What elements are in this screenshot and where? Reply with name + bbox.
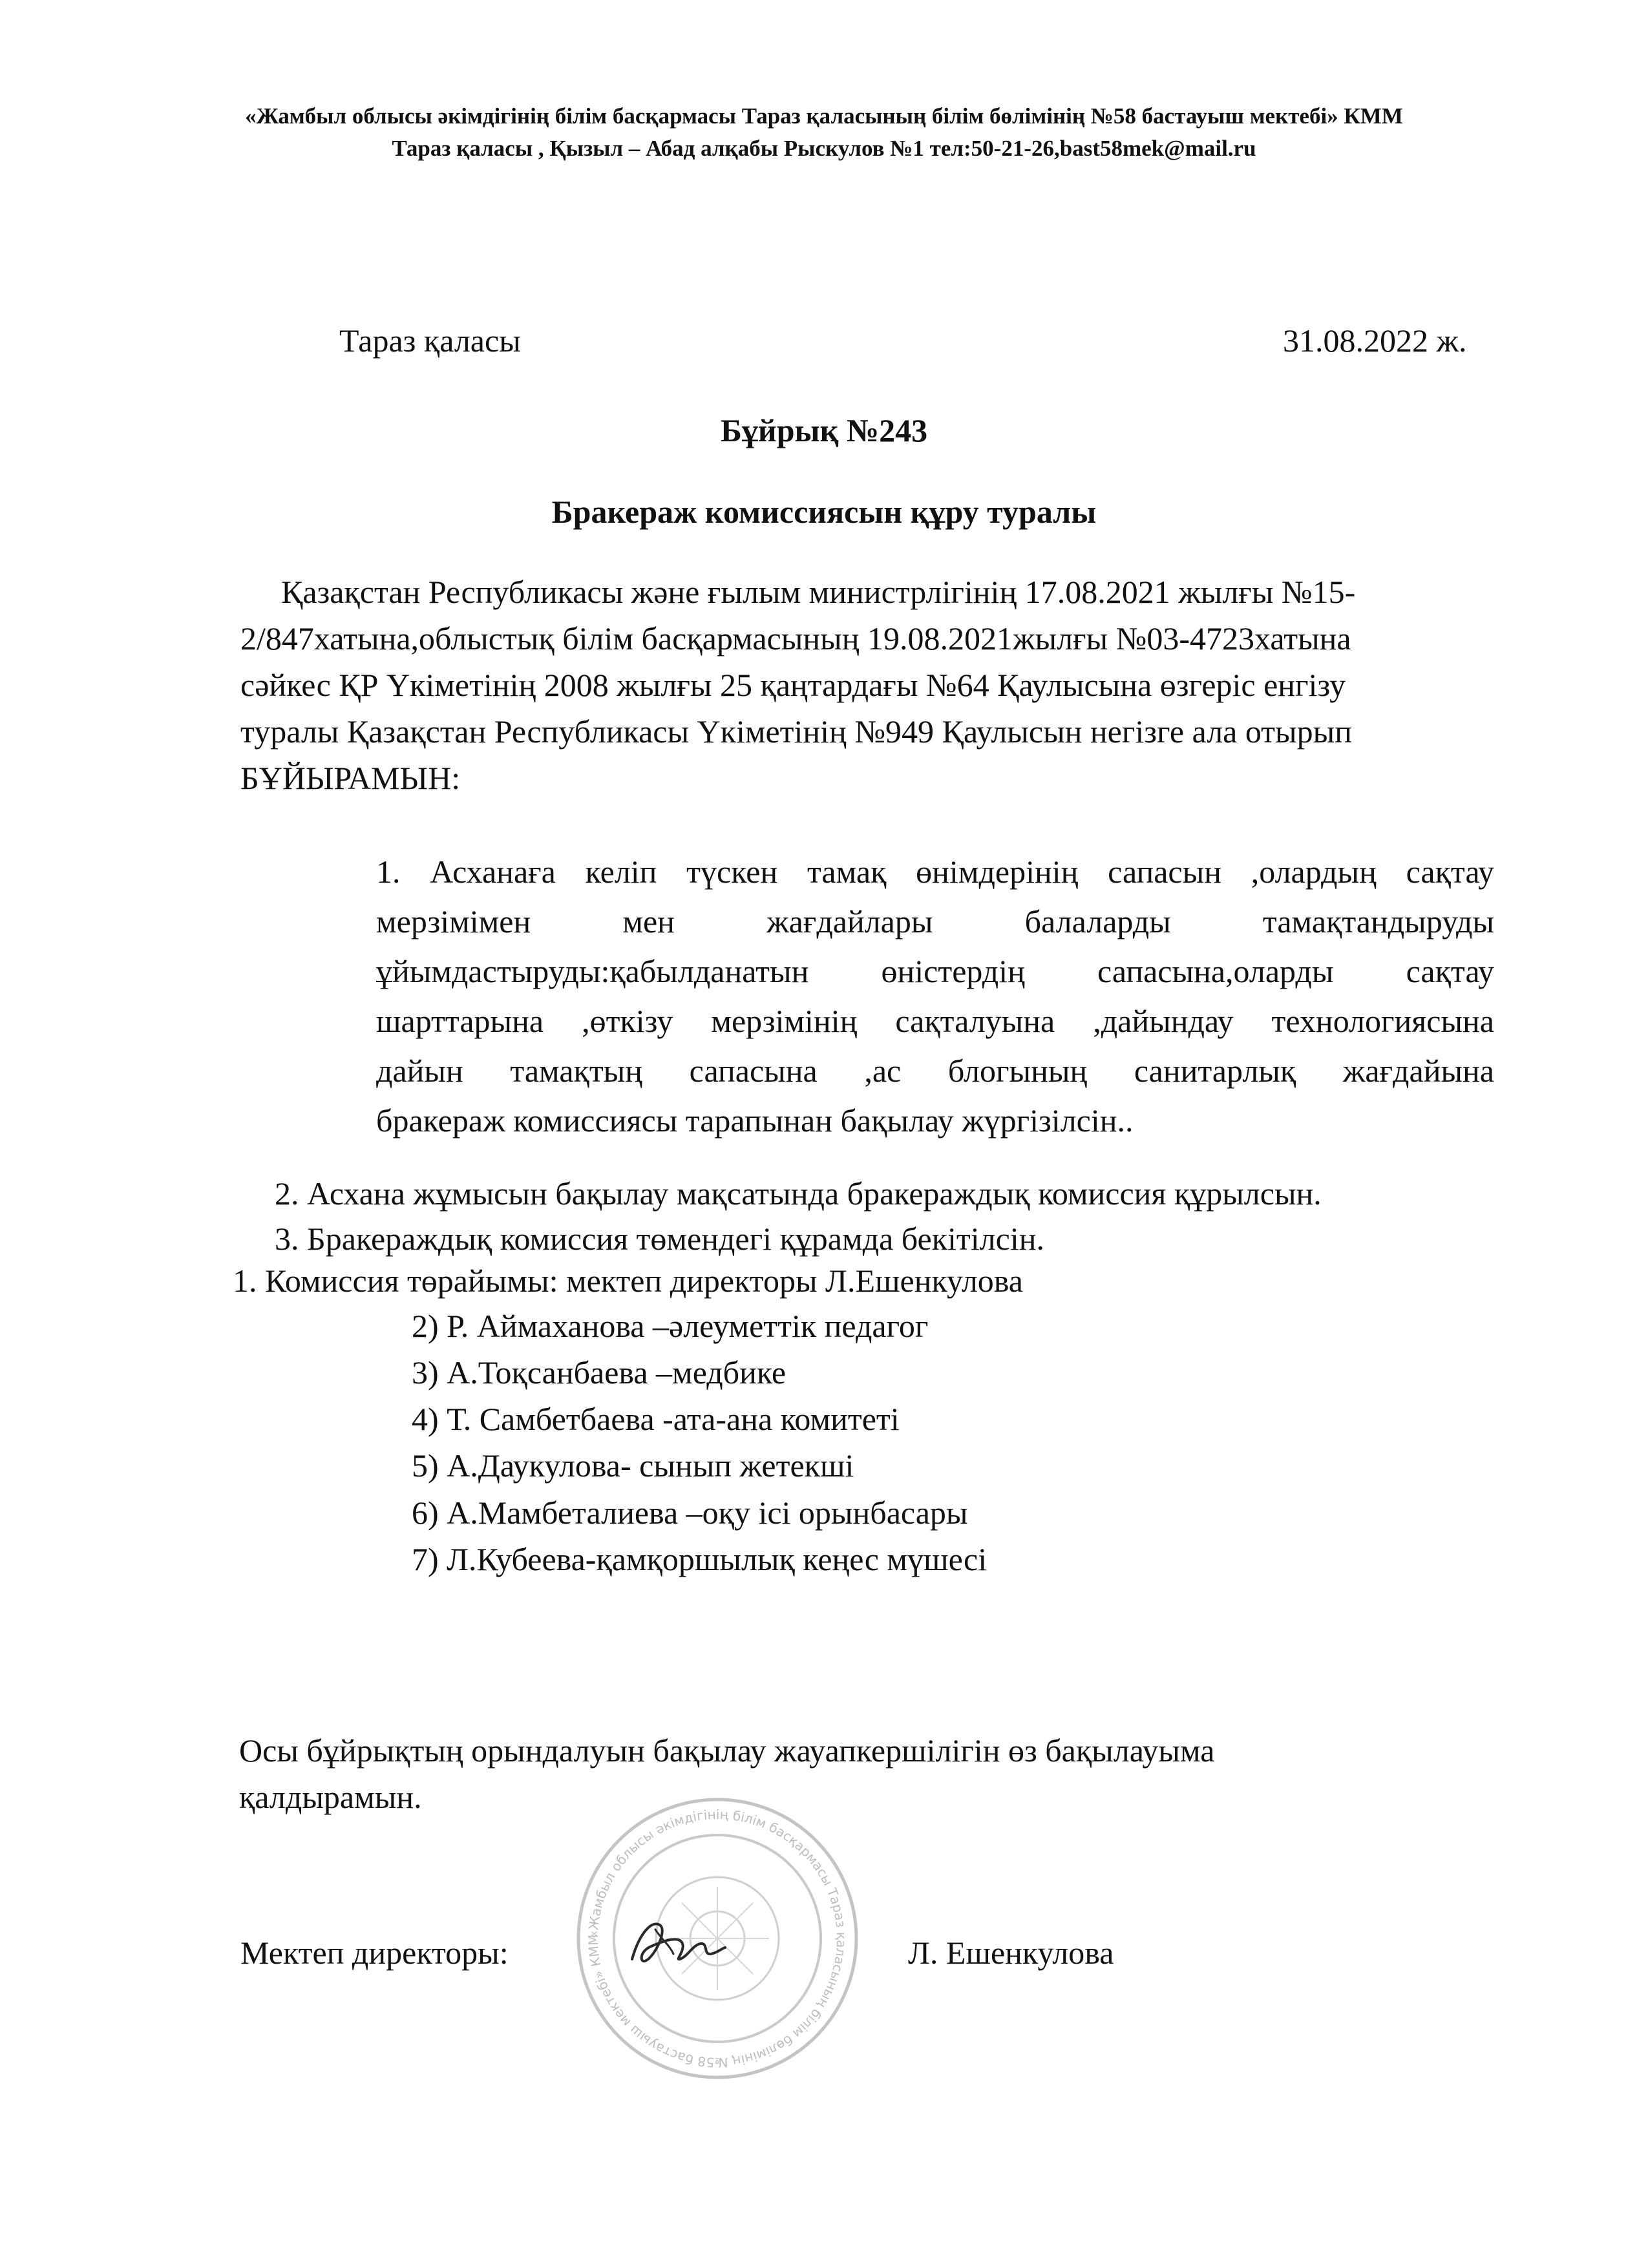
director-name: Л. Ешенкулова [908, 1935, 1114, 1971]
item1-line: мерзімімен мен жағдайлары балаларды тамақтандыруды [376, 903, 1494, 940]
intro-line: туралы Қазақстан Республикасы Үкіметінің №949 Қаулысын негізге ала отырып [240, 713, 1352, 750]
director-signature [620, 1906, 730, 1984]
commission-member: 2) Р. Аймаханова –әлеуметтік педагог [412, 1308, 929, 1344]
intro-line: Қазақстан Республикасы және ғылым министрлігінің 17.08.2021 жылғы №15- [281, 574, 1356, 610]
closing-line: қалдырамын. [239, 1779, 422, 1815]
intro-line: БҰЙЫРАМЫН: [240, 760, 461, 796]
intro-line: сәйкес ҚР Үкіметінің 2008 жылғы 25 қаңтардағы №64 Қаулысына өзгеріс енгізу [240, 667, 1346, 703]
item1-line: шарттарына ,өткізу мерзімінің сақталуына ,дайындау технологиясына [376, 1003, 1494, 1039]
place-label: Тараз қаласы [339, 322, 521, 359]
commission-chair: 1. Комиссия төрайымы: мектеп директоры Л.Ешенкулова [233, 1263, 1023, 1299]
item1-line: бракераж комиссиясы тарапынан бақылау жүргізілсін.. [376, 1102, 1134, 1139]
order-number: Бұйрық №243 [720, 412, 928, 448]
item1-line: дайын тамақтың сапасына ,ас блогының санитарлық жағдайына [376, 1053, 1494, 1089]
commission-member: 5) А.Даукулова- сынып жетекші [412, 1447, 854, 1484]
order-subject: Бракераж комиссиясын құру туралы [551, 494, 1097, 530]
item1-line: ұйымдастыруды:қабылданатын өністердің сапасына,оларды сақтау [376, 953, 1494, 989]
intro-line: 2/847хатына,облыстық білім басқармасының 19.08.2021жылғы №03-4723хатына [240, 620, 1351, 656]
item3-text: 3. Бракераждық комиссия төмендегі құрамда бекітілсін. [275, 1221, 1044, 1257]
org-header-line-1: «Жамбыл облысы әкімдігінің білім басқармасы Тараз қаласының білім бөлімінің №58 бастауыш мектебі» КММ [245, 103, 1403, 129]
stamp-text: «Жамбыл облысы әкімдігінің білім басқармасы Тараз қаласының білім бөлімінің №58 бастауыш мектебі» КММ [585, 1806, 850, 2071]
item1-line: 1. Асханаға келіп түскен тамақ өнімдерінің сапасын ,олардың сақтау [376, 854, 1494, 890]
item2-text: 2. Асхана жұмысын бақылау мақсатында бракераждық комиссия құрылсын. [275, 1175, 1322, 1212]
commission-member: 4) Т. Самбетбаева -ата-ана комитеті [412, 1401, 900, 1437]
commission-member: 3) А.Тоқсанбаева –медбике [412, 1354, 787, 1391]
org-header-line-2: Тараз қаласы , Қызыл – Абад алқабы Рыскулов №1 тел:50-21-26,bast58mek@mail.ru [392, 136, 1256, 161]
document-date: 31.08.2022 ж. [1283, 322, 1467, 359]
commission-member: 6) А.Мамбеталиева –оқу ісі орынбасары [412, 1495, 968, 1531]
closing-line: Осы бұйрықтың орындалуын бақылау жауапкершілігін өз бақылауыма [239, 1732, 1215, 1769]
commission-member: 7) Л.Кубеева-қамқоршылық кеңес мүшесі [412, 1541, 988, 1577]
signature-label: Мектеп директоры: [240, 1935, 509, 1971]
